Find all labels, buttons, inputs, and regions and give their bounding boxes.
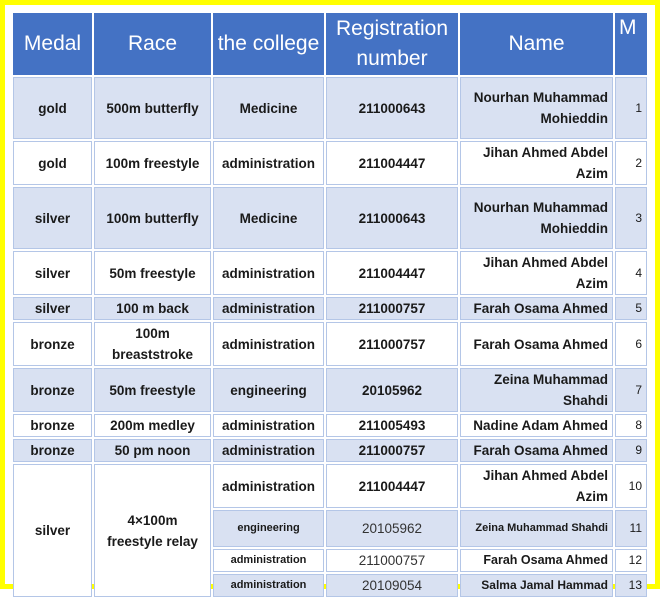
table-row — [13, 251, 647, 295]
name-cell: Farah Osama Ahmed — [460, 439, 613, 462]
number-cell: 1 — [615, 77, 647, 139]
header-college: the college — [213, 13, 324, 75]
race-cell: 100m butterfly — [94, 187, 211, 249]
registration-cell: 20105962 — [326, 368, 458, 412]
name-cell: Jihan Ahmed Abdel Azim — [460, 464, 613, 508]
number-cell: 6 — [615, 322, 647, 366]
medal-cell: gold — [13, 77, 92, 139]
college-cell: administration — [213, 297, 324, 320]
registration-cell: 211004447 — [326, 464, 458, 508]
college-cell: administration — [213, 464, 324, 508]
number-cell: 10 — [615, 464, 647, 508]
medal-cell: bronze — [13, 439, 92, 462]
number-cell: 8 — [615, 414, 647, 437]
college-cell: administration — [213, 439, 324, 462]
table-row — [13, 77, 647, 139]
number-cell: 11 — [615, 510, 647, 547]
college-cell: administration — [213, 549, 324, 572]
header-row — [13, 13, 647, 75]
college-cell: administration — [213, 141, 324, 185]
name-cell: Zeina Muhammad Shahdi — [460, 368, 613, 412]
medal-cell: gold — [13, 141, 92, 185]
registration-cell: 211004447 — [326, 141, 458, 185]
name-cell: Zeina Muhammad Shahdi — [460, 510, 613, 547]
table-row — [13, 187, 647, 249]
race-cell: 500m butterfly — [94, 77, 211, 139]
college-cell: Medicine — [213, 77, 324, 139]
college-cell: administration — [213, 414, 324, 437]
college-cell: administration — [213, 251, 324, 295]
race-cell: 100 m back — [94, 297, 211, 320]
registration-cell: 211000757 — [326, 549, 458, 572]
table-row — [13, 414, 647, 437]
registration-cell: 211005493 — [326, 414, 458, 437]
medal-cell: bronze — [13, 414, 92, 437]
college-cell: engineering — [213, 368, 324, 412]
table-row — [13, 368, 647, 412]
number-cell: 13 — [615, 574, 647, 597]
medal-cell: silver — [13, 187, 92, 249]
registration-cell: 20109054 — [326, 574, 458, 597]
medal-cell: silver — [13, 297, 92, 320]
name-cell: Farah Osama Ahmed — [460, 297, 613, 320]
table-row — [13, 297, 647, 320]
name-cell: Salma Jamal Hammad — [460, 574, 613, 597]
registration-cell: 20105962 — [326, 510, 458, 547]
race-cell: 50m freestyle — [94, 368, 211, 412]
table-row — [13, 464, 647, 508]
college-cell: Medicine — [213, 187, 324, 249]
table-row — [13, 322, 647, 366]
college-cell: engineering — [213, 510, 324, 547]
name-cell: Nourhan Muhammad Mohieddin — [460, 77, 613, 139]
medal-cell: bronze — [13, 368, 92, 412]
registration-cell: 211000757 — [326, 322, 458, 366]
header-number: M — [615, 13, 647, 75]
header-name: Name — [460, 13, 613, 75]
registration-cell: 211000643 — [326, 187, 458, 249]
relay-medal-cell: silver — [13, 464, 92, 597]
name-cell: Nourhan Muhammad Mohieddin — [460, 187, 613, 249]
number-cell: 7 — [615, 368, 647, 412]
name-cell: Nadine Adam Ahmed — [460, 414, 613, 437]
table-row — [13, 439, 647, 462]
race-cell: 50 pm noon — [94, 439, 211, 462]
number-cell: 3 — [615, 187, 647, 249]
race-cell: 100m freestyle — [94, 141, 211, 185]
registration-cell: 211000757 — [326, 297, 458, 320]
relay-race-cell: 4×100m freestyle relay — [94, 464, 211, 597]
number-cell: 4 — [615, 251, 647, 295]
registration-cell: 211004447 — [326, 251, 458, 295]
table-row — [13, 141, 647, 185]
name-cell: Farah Osama Ahmed — [460, 549, 613, 572]
header-medal: Medal — [13, 13, 92, 75]
number-cell: 12 — [615, 549, 647, 572]
medal-cell: silver — [13, 251, 92, 295]
race-cell: 200m medley — [94, 414, 211, 437]
college-cell: administration — [213, 574, 324, 597]
name-cell: Jihan Ahmed Abdel Azim — [460, 251, 613, 295]
number-cell: 9 — [615, 439, 647, 462]
number-cell: 5 — [615, 297, 647, 320]
registration-cell: 211000643 — [326, 77, 458, 139]
race-cell: 100m breaststroke — [94, 322, 211, 366]
name-cell: Jihan Ahmed Abdel Azim — [460, 141, 613, 185]
header-race: Race — [94, 13, 211, 75]
number-cell: 2 — [615, 141, 647, 185]
name-cell: Farah Osama Ahmed — [460, 322, 613, 366]
medal-cell: bronze — [13, 322, 92, 366]
college-cell: administration — [213, 322, 324, 366]
registration-cell: 211000757 — [326, 439, 458, 462]
header-registration: Registration number — [326, 13, 458, 75]
medals-table — [11, 11, 649, 599]
race-cell: 50m freestyle — [94, 251, 211, 295]
